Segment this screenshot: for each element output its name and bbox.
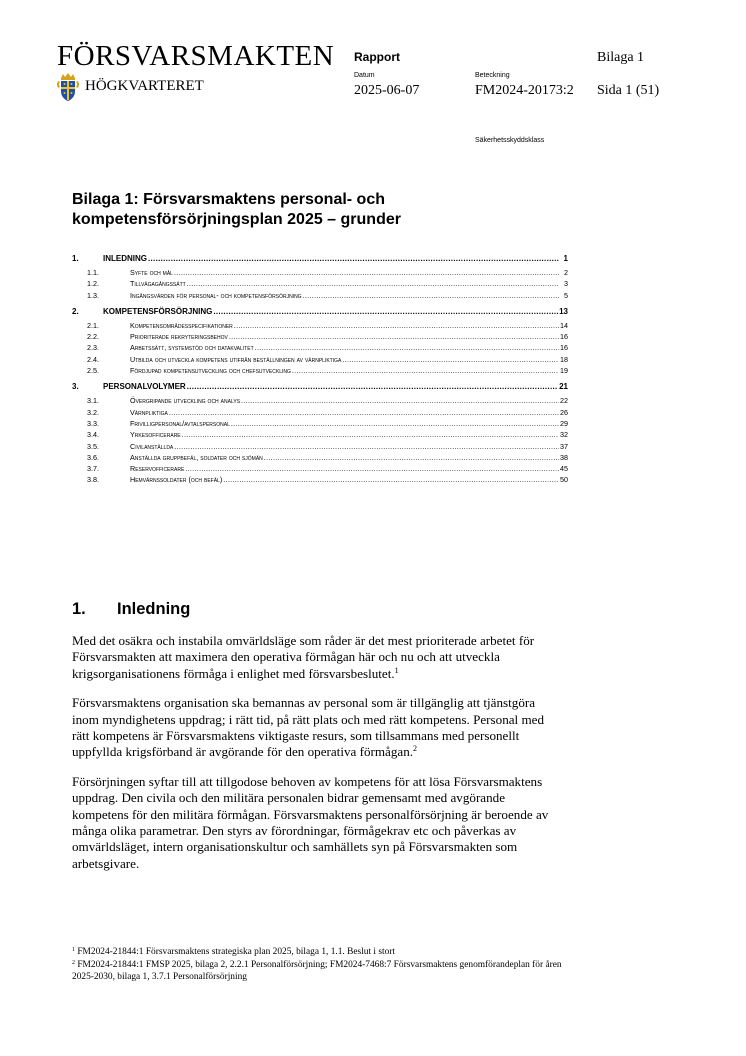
- table-of-contents: [72, 254, 568, 487]
- toc-entry[interactable]: 3.2. Värnpliktiga ..... 26: [72, 408, 568, 419]
- paragraph: Försörjningen syftar till att tillgodose behoven av kompetens för att lösa Försvarsmaktens uppdrag. Den civila och den militära personalen bidrar gemensamt med avgörande kompetens för den militära förmågan. Försvarsmaktens personalförsörjning är beroende av många olika parametrar. Den styrs av förordningar, förmågekrav etc och påverkas av omvärldsläget, intern organisationskultur och samhällets syn på Försvarsmakten som arbetsgivare.: [72, 773, 549, 871]
- toc-entry[interactable]: 3.8. Hemvärnssoldater (och befäl) ..... 50: [72, 475, 568, 486]
- security-class-label: Säkerhetsskyddsklass: [475, 137, 545, 144]
- date-label: Datum: [354, 72, 375, 79]
- toc-entry[interactable]: 2.4. Utbilda och utveckla kompetens utifrån beställningen av värnpliktiga ..... 18: [72, 355, 568, 366]
- page-number: Sida 1 (51): [597, 83, 660, 98]
- toc-entry[interactable]: 2. KOMPETENSFÖRSÖRJNING ..... 13: [72, 307, 568, 321]
- toc-entry[interactable]: 1.2. Tillvägagångssätt ..... 3: [72, 279, 568, 290]
- toc-entry[interactable]: 2.1. Kompetensområdesspecifikationer ..... 14: [72, 321, 568, 332]
- body-text: [72, 633, 562, 885]
- toc-entry[interactable]: 1.3. Ingångsvärden för personal- och kompetensförsörjning ..... 5: [72, 291, 568, 302]
- document-date: 2025-06-07: [354, 83, 420, 98]
- toc-entry[interactable]: 3. PERSONALVOLYMER ..... 21: [72, 382, 568, 396]
- annex-label: Bilaga 1: [597, 50, 645, 65]
- footnote: $^2$ FM2024-21844:1 FMSP 2025, bilaga 2, 2.2.1 Personalförsörjning; FM2024-7468:7 Försvarsmaktens genomförandeplan för åren 2025-2030, bilaga 1, 3.7.1 Personalförsörjning: [72, 959, 562, 982]
- toc-entry[interactable]: 2.5. Fördjupad kompetensutveckling och chefsutveckling ..... 19: [72, 366, 568, 377]
- org-name: FÖRSVARSMAKTEN: [57, 40, 335, 72]
- coat-of-arms-icon: [55, 72, 81, 102]
- toc-entry[interactable]: 2.2. Prioriterade rekryteringsbehov ..... 16: [72, 332, 568, 343]
- toc-entry[interactable]: 3.3. Frivilligpersonal/avtalspersonal ..... 29: [72, 419, 568, 430]
- toc-entry[interactable]: 3.5. Civilanställda ..... 37: [72, 442, 568, 453]
- toc-entry[interactable]: 3.6. Anställda gruppbefäl, soldater och sjömän ..... 38: [72, 453, 568, 464]
- footnotes: [72, 946, 572, 984]
- section-heading: 1. Inledning: [72, 600, 191, 618]
- toc-entry[interactable]: 1.1. Syfte och mål ..... 2: [72, 268, 568, 279]
- toc-entry[interactable]: 1. INLEDNING ..... 1: [72, 254, 568, 268]
- toc-entry[interactable]: 3.4. Yrkesofficerare ..... 32: [72, 430, 568, 441]
- footnote: $^1$ FM2024-21844:1 Försvarsmaktens strategiska plan 2025, bilaga 1, 1.1. Beslut i stort: [72, 947, 396, 957]
- toc-entry[interactable]: 3.7. Reservofficerare ..... 45: [72, 464, 568, 475]
- paragraph: Försvarsmaktens organisation ska bemannas av personal som är tillgänglig att tjänstgöra inom myndighetens uppdrag; i rätt tid, på rätt plats och med rätt kompetens. Personal med rätt kompetens är Försvarsmaktens viktigaste resurs, som tillsammans med personellt uppfyllda krigsförband är avgörande för den operativa förmågan.$^2$: [72, 695, 545, 760]
- reference-label: Beteckning: [475, 72, 510, 79]
- toc-entry[interactable]: 2.3. Arbetssätt, systemstöd och datakvalitet ..... 16: [72, 343, 568, 354]
- footnote-ref[interactable]: 1: [394, 665, 399, 675]
- hq-name: HÖGKVARTERET: [85, 78, 204, 94]
- toc-entry[interactable]: 3.1. Övergripande utveckling och analys ..... 22: [72, 396, 568, 407]
- document-type: Rapport: [354, 50, 400, 64]
- paragraph: Med det osäkra och instabila omvärldsläge som råder är det mest prioriterade arbetet för Försvarsmakten att maximera den operativa förmågan här och nu och att utveckla krigsorganisationens förmåga i enlighet med försvarsbeslutet.$^1$: [72, 633, 535, 681]
- document-title: Bilaga 1: Försvarsmaktens personal- och kompetensförsörjningsplan 2025 – grunder: [72, 191, 401, 228]
- document-reference: FM2024-20173:2: [475, 83, 574, 98]
- footnote-ref[interactable]: 2: [413, 744, 418, 754]
